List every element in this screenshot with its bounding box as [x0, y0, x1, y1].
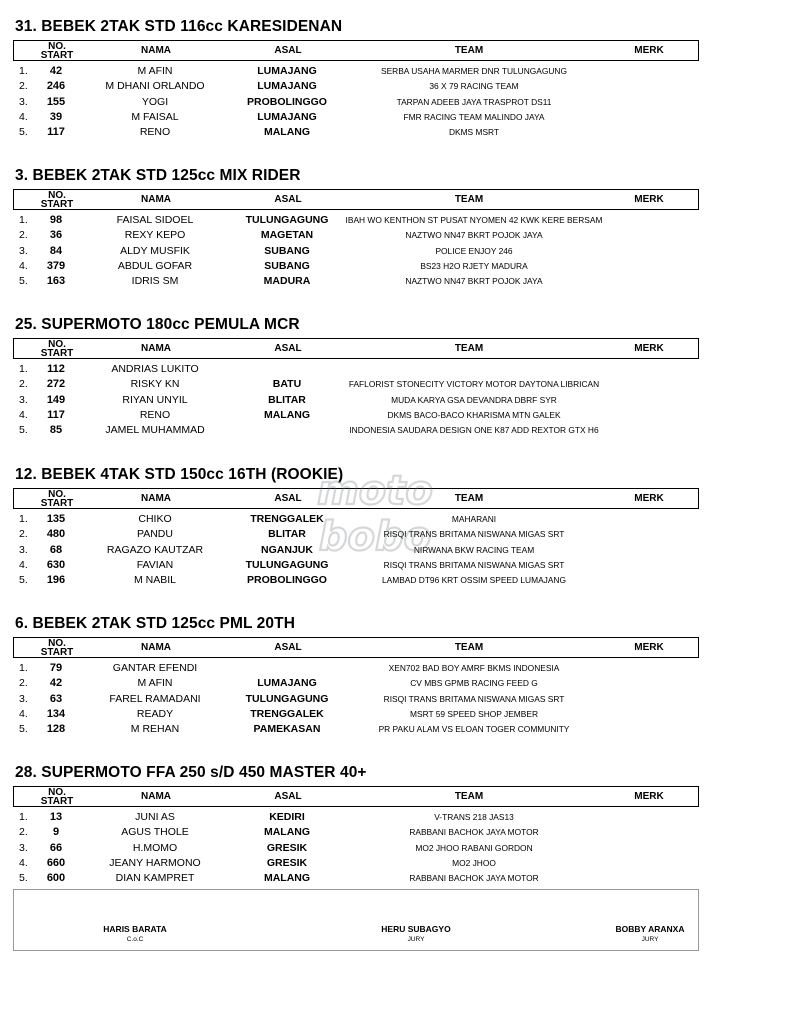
start-number: 480 [46, 528, 66, 541]
row-index: 1. [19, 65, 28, 77]
rider-name: RAGAZO KAUTZAR [106, 543, 204, 556]
header-merk: MERK [634, 642, 664, 653]
rider-name: M AFIN [137, 677, 173, 690]
rider-team: POLICE ENJOY 246 [435, 245, 513, 256]
table-row [13, 423, 699, 438]
row-index: 3. [19, 393, 28, 406]
header-no: NO. [48, 787, 66, 798]
rider-name: YOGI [141, 95, 169, 108]
rider-origin: GRESIK [266, 856, 308, 869]
rider-team: NAZTWO NN47 BKRT POJOK JAYA [405, 276, 543, 287]
header-no-start [40, 490, 74, 508]
start-number: 63 [49, 692, 63, 705]
row-index: 2. [19, 826, 28, 839]
rider-team: V-TRANS 218 JAS13 [434, 812, 514, 822]
rider-team: BS23 H2O RJETY MADURA [420, 260, 528, 271]
header-merk: MERK [634, 45, 664, 56]
row-index: 2. [19, 378, 28, 391]
table-row [13, 244, 699, 259]
table-header [13, 189, 699, 210]
header-no-start [40, 788, 74, 806]
header-merk: MERK [634, 493, 664, 504]
table-row [13, 676, 699, 691]
table-row [13, 856, 699, 871]
header-team: TEAM [454, 45, 484, 56]
rider-origin: TULUNGAGUNG [245, 558, 329, 571]
table-header [13, 40, 699, 61]
motobobo-watermark-logo [300, 462, 450, 562]
signature-role: JURY [407, 936, 425, 943]
class-title: 6. BEBEK 2TAK STD 125cc PML 20TH [15, 615, 295, 632]
rider-team: RABBANI BACHOK JAYA MOTOR [409, 873, 539, 884]
signature-jury-1 [356, 924, 476, 943]
signature-role: JURY [641, 936, 659, 943]
header-start: START [40, 50, 74, 61]
rider-origin: TULUNGAGUNG [245, 214, 329, 226]
table-row [13, 393, 699, 408]
table-body [13, 213, 699, 289]
rider-name: FAVIAN [136, 558, 174, 571]
row-index: 2. [19, 528, 28, 541]
rider-name: RENO [139, 408, 171, 421]
table-row [13, 707, 699, 722]
row-index: 5. [19, 424, 28, 437]
table-body [13, 362, 699, 438]
header-nama: NAMA [141, 791, 171, 802]
table-row [13, 64, 699, 79]
row-index: 1. [19, 214, 28, 226]
rider-team: LAMBAD DT96 KRT OSSIM SPEED LUMAJANG [382, 575, 566, 586]
table-row [13, 661, 699, 676]
watermark-line-1: moto [317, 468, 433, 514]
rider-name: ANDRIAS LUKITO [111, 363, 199, 375]
rider-name: M DHANI ORLANDO [105, 80, 205, 93]
class-title: 12. BEBEK 4TAK STD 150cc 16TH (ROOKIE) [15, 466, 344, 483]
signature-name: HARIS BARATA [103, 924, 167, 934]
start-number: 36 [49, 229, 63, 242]
rider-team: CV MBS GPMB RACING FEED G [410, 678, 538, 689]
start-number: 9 [52, 826, 60, 839]
header-start: START [40, 348, 74, 359]
start-number: 155 [46, 95, 66, 108]
rider-team: IBAH WO KENTHON ST PUSAT NYOMEN 42 KWK KERE BERSAM [345, 215, 603, 225]
row-index: 1. [19, 811, 28, 823]
start-number: 149 [46, 393, 66, 406]
table-row [13, 125, 699, 140]
table-row [13, 810, 699, 825]
rider-team: DKMS MSRT [448, 127, 500, 138]
table-header [13, 637, 699, 658]
table-row [13, 573, 699, 588]
rider-name: FAISAL SIDOEL [116, 214, 194, 226]
start-number: 39 [49, 110, 63, 123]
table-row [13, 377, 699, 392]
table-row [13, 274, 699, 289]
rider-team: NAZTWO NN47 BKRT POJOK JAYA [405, 230, 543, 241]
header-start: START [40, 199, 74, 210]
row-index: 4. [19, 707, 28, 720]
rider-origin: MALANG [263, 126, 311, 139]
header-start: START [40, 498, 74, 509]
rider-origin: LUMAJANG [257, 65, 317, 77]
table-row [13, 95, 699, 110]
table-row [13, 408, 699, 423]
rider-origin: BATU [272, 378, 302, 391]
table-header [13, 338, 699, 359]
rider-name: JAMEL MUHAMMAD [105, 424, 205, 437]
header-no: NO. [48, 638, 66, 649]
start-number: 42 [49, 677, 63, 690]
rider-team: NIRWANA BKW RACING TEAM [413, 544, 535, 555]
row-index: 2. [19, 677, 28, 690]
rider-team: RISQI TRANS BRITAMA NISWANA MIGAS SRT [383, 559, 565, 570]
start-number: 246 [46, 80, 66, 93]
start-number: 196 [46, 574, 66, 587]
rider-origin: LUMAJANG [257, 110, 317, 123]
row-index: 5. [19, 872, 28, 885]
rider-name: JUNI AS [135, 811, 175, 823]
rider-origin: TRENGGALEK [250, 707, 324, 720]
start-number: 660 [46, 856, 66, 869]
start-number: 600 [46, 872, 66, 885]
table-row [13, 692, 699, 707]
table-row [13, 825, 699, 840]
rider-origin: MADURA [263, 275, 311, 288]
rider-name: REXY KEPO [124, 229, 186, 242]
rider-origin: MALANG [263, 872, 311, 885]
header-no: NO. [48, 489, 66, 500]
class-title: 28. SUPERMOTO FFA 250 s/D 450 MASTER 40+ [15, 764, 367, 781]
header-asal: ASAL [274, 45, 302, 56]
rider-origin: NGANJUK [261, 543, 313, 556]
watermark-line-2: bobo [318, 514, 432, 560]
rider-team: TARPAN ADEEB JAYA TRASPROT DS11 [396, 96, 552, 107]
row-index: 4. [19, 110, 28, 123]
rider-name: RIYAN UNYIL [122, 393, 188, 406]
rider-team: MO2 JHOO RABANI GORDON [415, 842, 533, 853]
row-index: 2. [19, 229, 28, 242]
class-title: 25. SUPERMOTO 180cc PEMULA MCR [15, 316, 300, 333]
start-number: 84 [49, 244, 63, 257]
table-header [13, 786, 699, 807]
table-row [13, 362, 699, 377]
header-no-start [40, 191, 74, 209]
start-number: 630 [46, 558, 66, 571]
start-number: 98 [49, 214, 63, 226]
row-index: 3. [19, 244, 28, 257]
rider-team: RISQI TRANS BRITAMA NISWANA MIGAS SRT [383, 529, 565, 540]
rider-origin: MALANG [263, 408, 311, 421]
rider-name: FAREL RAMADANI [109, 692, 201, 705]
signature-name: HERU SUBAGYO [381, 924, 451, 934]
header-no-start [40, 42, 74, 60]
row-index: 5. [19, 126, 28, 139]
rider-origin: PROBOLINGGO [247, 574, 327, 587]
rider-team: MSRT 59 SPEED SHOP JEMBER [410, 708, 538, 719]
rider-team: SERBA USAHA MARMER DNR TULUNGAGUNG [381, 66, 567, 76]
table-body [13, 661, 699, 737]
rider-team: INDONESIA SAUDARA DESIGN ONE K87 ADD REXTOR GTX H6 [349, 425, 599, 436]
rider-origin: SUBANG [264, 259, 310, 272]
row-index: 4. [19, 558, 28, 571]
rider-origin: TRENGGALEK [250, 513, 324, 525]
rider-origin: PROBOLINGGO [247, 95, 327, 108]
header-merk: MERK [634, 791, 664, 802]
rider-name: RISKY KN [130, 378, 180, 391]
header-start: START [40, 647, 74, 658]
rider-origin: SUBANG [264, 244, 310, 257]
table-row [13, 871, 699, 886]
start-number: 379 [46, 259, 66, 272]
header-nama: NAMA [141, 642, 171, 653]
rider-team: RISQI TRANS BRITAMA NISWANA MIGAS SRT [383, 693, 565, 704]
signature-name: BOBBY ARANXA [615, 924, 685, 934]
start-number: 66 [49, 841, 63, 854]
rider-name: READY [136, 707, 174, 720]
header-asal: ASAL [274, 343, 302, 354]
row-index: 1. [19, 363, 28, 375]
row-index: 4. [19, 856, 28, 869]
rider-origin: TULUNGAGUNG [245, 692, 329, 705]
header-nama: NAMA [141, 343, 171, 354]
start-number: 42 [49, 65, 63, 77]
row-index: 5. [19, 574, 28, 587]
row-index: 3. [19, 543, 28, 556]
rider-team: FAFLORIST STONECITY VICTORY MOTOR DAYTONA LIBRICAN [348, 379, 600, 390]
header-no: NO. [48, 190, 66, 201]
rider-name: M FAISAL [131, 110, 179, 123]
header-no-start [40, 639, 74, 657]
rider-name: AGUS THOLE [121, 826, 189, 839]
start-number: 13 [49, 811, 63, 823]
header-merk: MERK [634, 343, 664, 354]
rider-name: ABDUL GOFAR [117, 259, 193, 272]
row-index: 3. [19, 841, 28, 854]
signature-coc [75, 924, 195, 943]
rider-team: XEN702 BAD BOY AMRF BKMS INDONESIA [388, 663, 560, 673]
rider-team: 36 X 79 RACING TEAM [429, 81, 519, 92]
header-asal: ASAL [274, 642, 302, 653]
table-row [13, 79, 699, 94]
start-number: 128 [46, 723, 66, 736]
header-team: TEAM [454, 642, 484, 653]
rider-origin: BLITAR [268, 393, 306, 406]
table-row [13, 110, 699, 125]
header-asal: ASAL [274, 194, 302, 205]
rider-origin: GRESIK [266, 841, 308, 854]
start-number: 117 [47, 408, 65, 421]
rider-origin: PAMEKASAN [253, 723, 321, 736]
row-index: 2. [19, 80, 28, 93]
start-number: 272 [46, 378, 66, 391]
rider-name: H.MOMO [132, 841, 178, 854]
row-index: 5. [19, 275, 28, 288]
signature-jury-2 [590, 924, 710, 943]
rider-origin: KEDIRI [269, 811, 305, 823]
rider-name: M NABIL [133, 574, 176, 587]
rider-name: PANDU [137, 528, 173, 541]
class-title: 31. BEBEK 2TAK STD 116cc KARESIDENAN [15, 18, 343, 35]
header-no: NO. [48, 41, 66, 52]
header-team: TEAM [454, 791, 484, 802]
table-row [13, 722, 699, 737]
rider-team: PR PAKU ALAM VS ELOAN TOGER COMMUNITY [378, 724, 570, 735]
start-number: 112 [47, 363, 65, 375]
rider-team: RABBANI BACHOK JAYA MOTOR [409, 827, 539, 838]
rider-team: DKMS BACO-BACO KHARISMA MTN GALEK [387, 409, 561, 420]
start-number: 85 [49, 424, 63, 437]
rider-origin: LUMAJANG [257, 80, 317, 93]
row-index: 4. [19, 259, 28, 272]
rider-name: CHIKO [138, 513, 172, 525]
start-number: 79 [49, 662, 63, 674]
header-team: TEAM [454, 493, 484, 504]
rider-origin: LUMAJANG [257, 677, 317, 690]
header-nama: NAMA [141, 194, 171, 205]
rider-origin: MALANG [263, 826, 311, 839]
class-title: 3. BEBEK 2TAK STD 125cc MIX RIDER [15, 167, 301, 184]
rider-name: JEANY HARMONO [109, 856, 201, 869]
header-asal: ASAL [274, 791, 302, 802]
rider-name: DIAN KAMPRET [115, 872, 195, 885]
rider-name: GANTAR EFENDI [112, 662, 198, 674]
rider-team: FMR RACING TEAM MALINDO JAYA [403, 111, 545, 122]
header-nama: NAMA [141, 493, 171, 504]
signature-box [13, 889, 699, 951]
table-row [13, 841, 699, 856]
header-asal: ASAL [274, 493, 302, 504]
signature-role: C.o.C [126, 936, 144, 943]
rider-name: M AFIN [137, 65, 173, 77]
table-body [13, 810, 699, 886]
rider-name: IDRIS SM [131, 275, 179, 288]
rider-origin: MAGETAN [260, 229, 314, 242]
rider-name: ALDY MUSFIK [120, 244, 190, 257]
rider-name: RENO [139, 126, 171, 139]
table-body [13, 64, 699, 140]
rider-team: MAHARANI [451, 514, 497, 524]
row-index: 1. [19, 513, 28, 525]
row-index: 3. [19, 95, 28, 108]
header-team: TEAM [454, 194, 484, 205]
table-row [13, 228, 699, 243]
row-index: 1. [19, 662, 28, 674]
header-no-start [40, 340, 74, 358]
rider-origin: BLITAR [268, 528, 306, 541]
header-team: TEAM [454, 343, 484, 354]
table-row [13, 213, 699, 228]
start-number: 68 [49, 543, 63, 556]
row-index: 3. [19, 692, 28, 705]
header-start: START [40, 796, 74, 807]
table-row [13, 259, 699, 274]
start-number: 117 [47, 126, 65, 139]
row-index: 4. [19, 408, 28, 421]
start-number: 163 [46, 275, 66, 288]
start-number: 134 [46, 707, 66, 720]
rider-name: M REHAN [130, 723, 180, 736]
header-no: NO. [48, 339, 66, 350]
start-number: 135 [46, 513, 66, 525]
row-index: 5. [19, 723, 28, 736]
header-merk: MERK [634, 194, 664, 205]
rider-team: MUDA KARYA GSA DEVANDRA DBRF SYR [391, 394, 557, 405]
header-nama: NAMA [141, 45, 171, 56]
rider-team: MO2 JHOO [452, 857, 496, 868]
